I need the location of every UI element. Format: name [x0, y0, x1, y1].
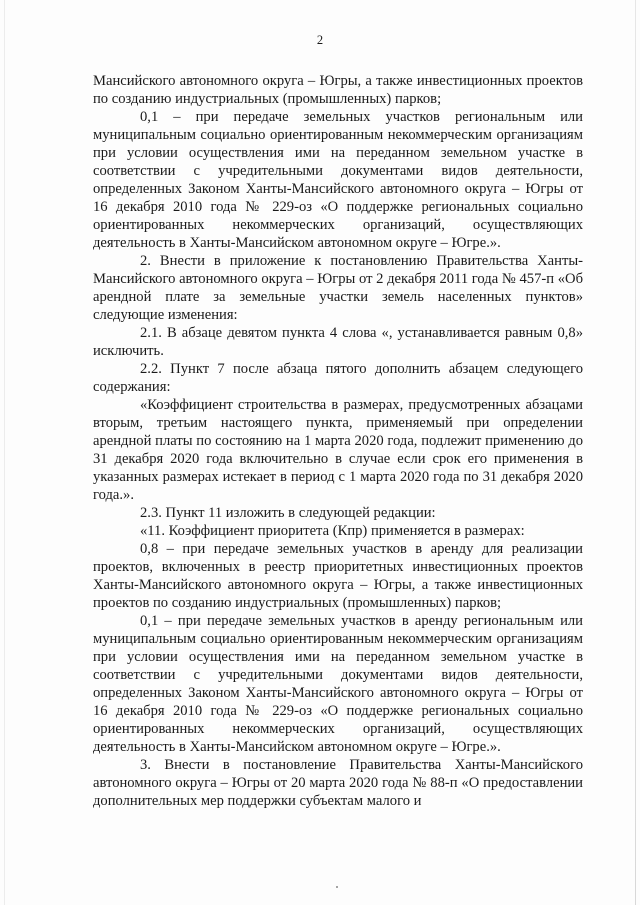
- page-edge-right: [635, 0, 636, 905]
- paragraph-quote-construction: «Коэффициент строительства в размерах, предусмотренных абзацами вторым, третьим настоящего пункта, применяемый при определении арендной платы по состоянию на 1 марта 2020 года, подлежит применению до 31 декабря 2020 года включительно в случае если срок его применения в указанных размерах истекает в период с 1 марта 2020 года по 31 декабря 2020 года.».: [93, 397, 583, 503]
- document-body: [93, 72, 583, 810]
- paragraph-item-2-1: 2.1. В абзаце девятом пункта 4 слова «, устанавливается равным 0,8» исключить.: [93, 325, 583, 359]
- paragraph-coefficient-0-1-rent: 0,1 – при передаче земельных участков в аренду региональным или муниципальным социально ориентированным некоммерческим организациям при условии осуществления ими на переданном земельном участке в соответствии с учредительными документами видов деятельности, определенных Законом Ханты-Мансийского автономного округа – Югры от 16 декабря 2010 года № 229-оз «О поддержке региональных социально ориентированных некоммерческих организаций, осуществляющих деятельность в Ханты-Мансийском автономном округе – Югре.».: [93, 613, 583, 755]
- page-number: 2: [316, 33, 324, 47]
- paragraph-coefficient-0-1: 0,1 – при передаче земельных участков региональным или муниципальным социально ориентированным некоммерческим организациям при условии осуществления ими на переданном земельном участке в соответствии с учредительными документами видов деятельности, определенных Законом Ханты-Мансийского автономного округа – Югры от 16 декабря 2010 года № 229-оз «О поддержке региональных социально ориентированных некоммерческих организаций, осуществляющих деятельность в Ханты-Мансийском автономном округе – Югре.».: [93, 109, 583, 251]
- paragraph-continuation: Мансийского автономного округа – Югры, а также инвестиционных проектов по созданию индустриальных (промышленных) парков;: [93, 73, 583, 107]
- paragraph-item-2-3: 2.3. Пункт 11 изложить в следующей редакции:: [140, 505, 436, 521]
- page-edge-left: [4, 0, 5, 905]
- paragraph-item-3: 3. Внести в постановление Правительства Ханты-Мансийского автономного округа – Югры от 20 марта 2020 года № 88-п «О предоставлении дополнительных мер поддержки субъектам малого и: [93, 757, 583, 809]
- paragraph-item-2-2: 2.2. Пункт 7 после абзаца пятого дополнить абзацем следующего содержания:: [93, 361, 583, 395]
- paragraph-quote-priority: «11. Коэффициент приоритета (Кпр) применяется в размерах:: [140, 523, 525, 539]
- paragraph-item-2: 2. Внести в приложение к постановлению Правительства Ханты-Мансийского автономного округа – Югры от 2 декабря 2011 года № 457-п «Об арендной плате за земельные участки земель населенных пунктов» следующие изменения:: [93, 253, 583, 323]
- scan-speck: [336, 886, 338, 888]
- paragraph-coefficient-0-8: 0,8 – при передаче земельных участков в аренду для реализации проектов, включенных в реестр приоритетных инвестиционных проектов Ханты-Мансийского автономного округа – Югры, а также инвестиционных проектов по созданию индустриальных (промышленных) парков;: [93, 541, 583, 611]
